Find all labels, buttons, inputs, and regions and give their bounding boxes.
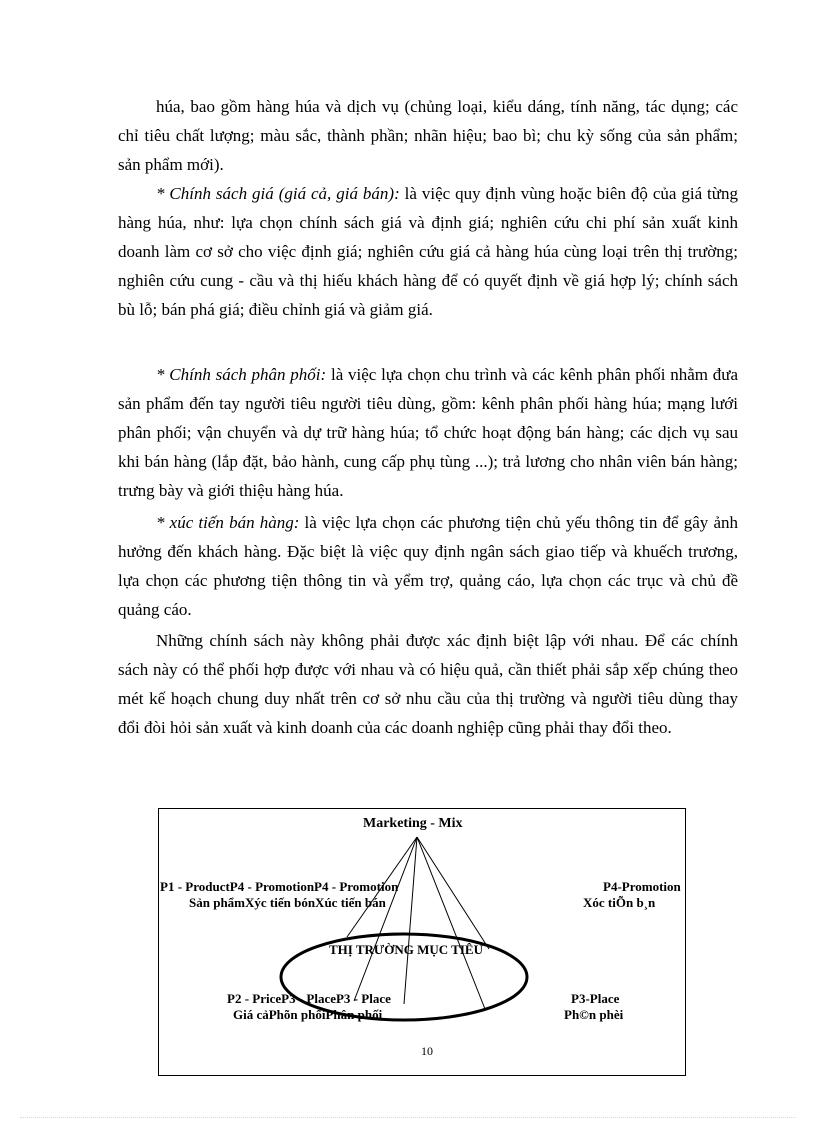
diagram-title: Marketing - Mix	[363, 816, 463, 831]
connector-line	[417, 837, 485, 1009]
paragraph-price-policy	[118, 179, 738, 324]
marketing-mix-diagram	[158, 808, 686, 1076]
distribution-policy-label: * Chính sách phân phối:	[156, 365, 327, 384]
paragraph-sales-promotion	[118, 508, 738, 624]
page-bottom-divider	[20, 1117, 796, 1118]
label-bottom-left: P2 - PriceP3 - PlaceP3 - Place	[227, 991, 391, 1006]
paragraph-product	[118, 92, 738, 179]
label-target-market: THỊ TRƯỜNG MỤC TIÊU	[329, 942, 483, 957]
price-policy-label: * Chính sách giá (giá cả, giá bán):	[156, 184, 400, 203]
paragraph-text: Những chính sách này không phải được xác định biệt lập với nhau. Để các chính sách này có thể phối hợp được với nhau và có hiệu quả, cần thiết phải sắp xếp chúng theo mét kế hoạch chung duy nhất trên cơ sở nhu cầu của thị trường và người tiêu dùng thay đổi đòi hỏi sản xuất và kinh doanh của các doanh nghiệp cũng phải thay đổi theo.	[118, 631, 738, 737]
paragraph-text: húa, bao gồm hàng húa và dịch vụ (chủng loại, kiểu dáng, tính năng, tác dụng; các chỉ tiêu chất lượng; màu sắc, thành phần; nhãn hiệu; bao bì; chu kỳ sống của sản phẩm; sản phẩm mới).	[118, 97, 738, 174]
label-bottom-left-sub: Giá cảPhõn phốiPhân phối	[233, 1007, 383, 1022]
paragraph-text: là việc lựa chọn chu trình và các kênh phân phối nhằm đưa sản phẩm đến tay người tiêu người tiêu dùng, gồm: kênh phân phối hàng húa; mạng lưới phân phối; vận chuyển và dự trữ hàng húa; tổ chức hoạt động bán hàng; các dịch vụ sau khi bán hàng (lắp đặt, bảo hành, cung cấp phụ tùng ...); trả lương cho nhân viên bán hàng; trưng bày và giới thiệu hàng húa.	[118, 365, 739, 500]
sales-promotion-label: * xúc tiến bán hàng:	[156, 513, 300, 532]
label-top-right-sub: Xóc tiÕn b¸n	[583, 895, 656, 910]
label-bottom-right: P3-Place	[571, 991, 620, 1006]
paragraph-text: là việc quy định vùng hoặc biên độ của giá từng hàng húa, như: lựa chọn chính sách giá và định giá; nghiên cứu chi phí sản xuất kinh doanh làm cơ sở cho việc định giá; nghiên cứu giá cả hàng húa cùng loại trên thị trường; nghiên cứu cung - cầu và thị hiếu khách hàng để có quyết định về giá hợp lý; chính sách bù lỗ; bán phá giá; điều chỉnh giá và giảm giá.	[118, 184, 738, 319]
paragraph-text: là việc lựa chọn các phương tiện chủ yếu thông tin để gây ảnh hưởng đến khách hàng. Đặc biệt là việc quy định ngân sách giao tiếp và khuếch trương, lựa chọn các phương tiện thông tin và yểm trợ, quảng cáo, lựa chọn các trục và chủ đề quảng cáo.	[118, 513, 738, 619]
label-top-left: P1 - ProductP4 - PromotionP4 - Promotion	[160, 879, 399, 894]
connector-line	[417, 837, 489, 949]
page-number: 10	[421, 1044, 433, 1058]
connector-line	[354, 837, 417, 1001]
label-bottom-right-sub: Ph©n phèi	[564, 1007, 624, 1022]
paragraph-conclusion	[118, 626, 738, 742]
connector-line	[404, 837, 417, 1004]
paragraph-distribution-policy	[118, 360, 738, 505]
label-top-left-sub: Sản phẩmXýc tiến bónXúc tiến bán	[189, 895, 386, 910]
label-top-right: P4-Promotion	[603, 879, 681, 894]
